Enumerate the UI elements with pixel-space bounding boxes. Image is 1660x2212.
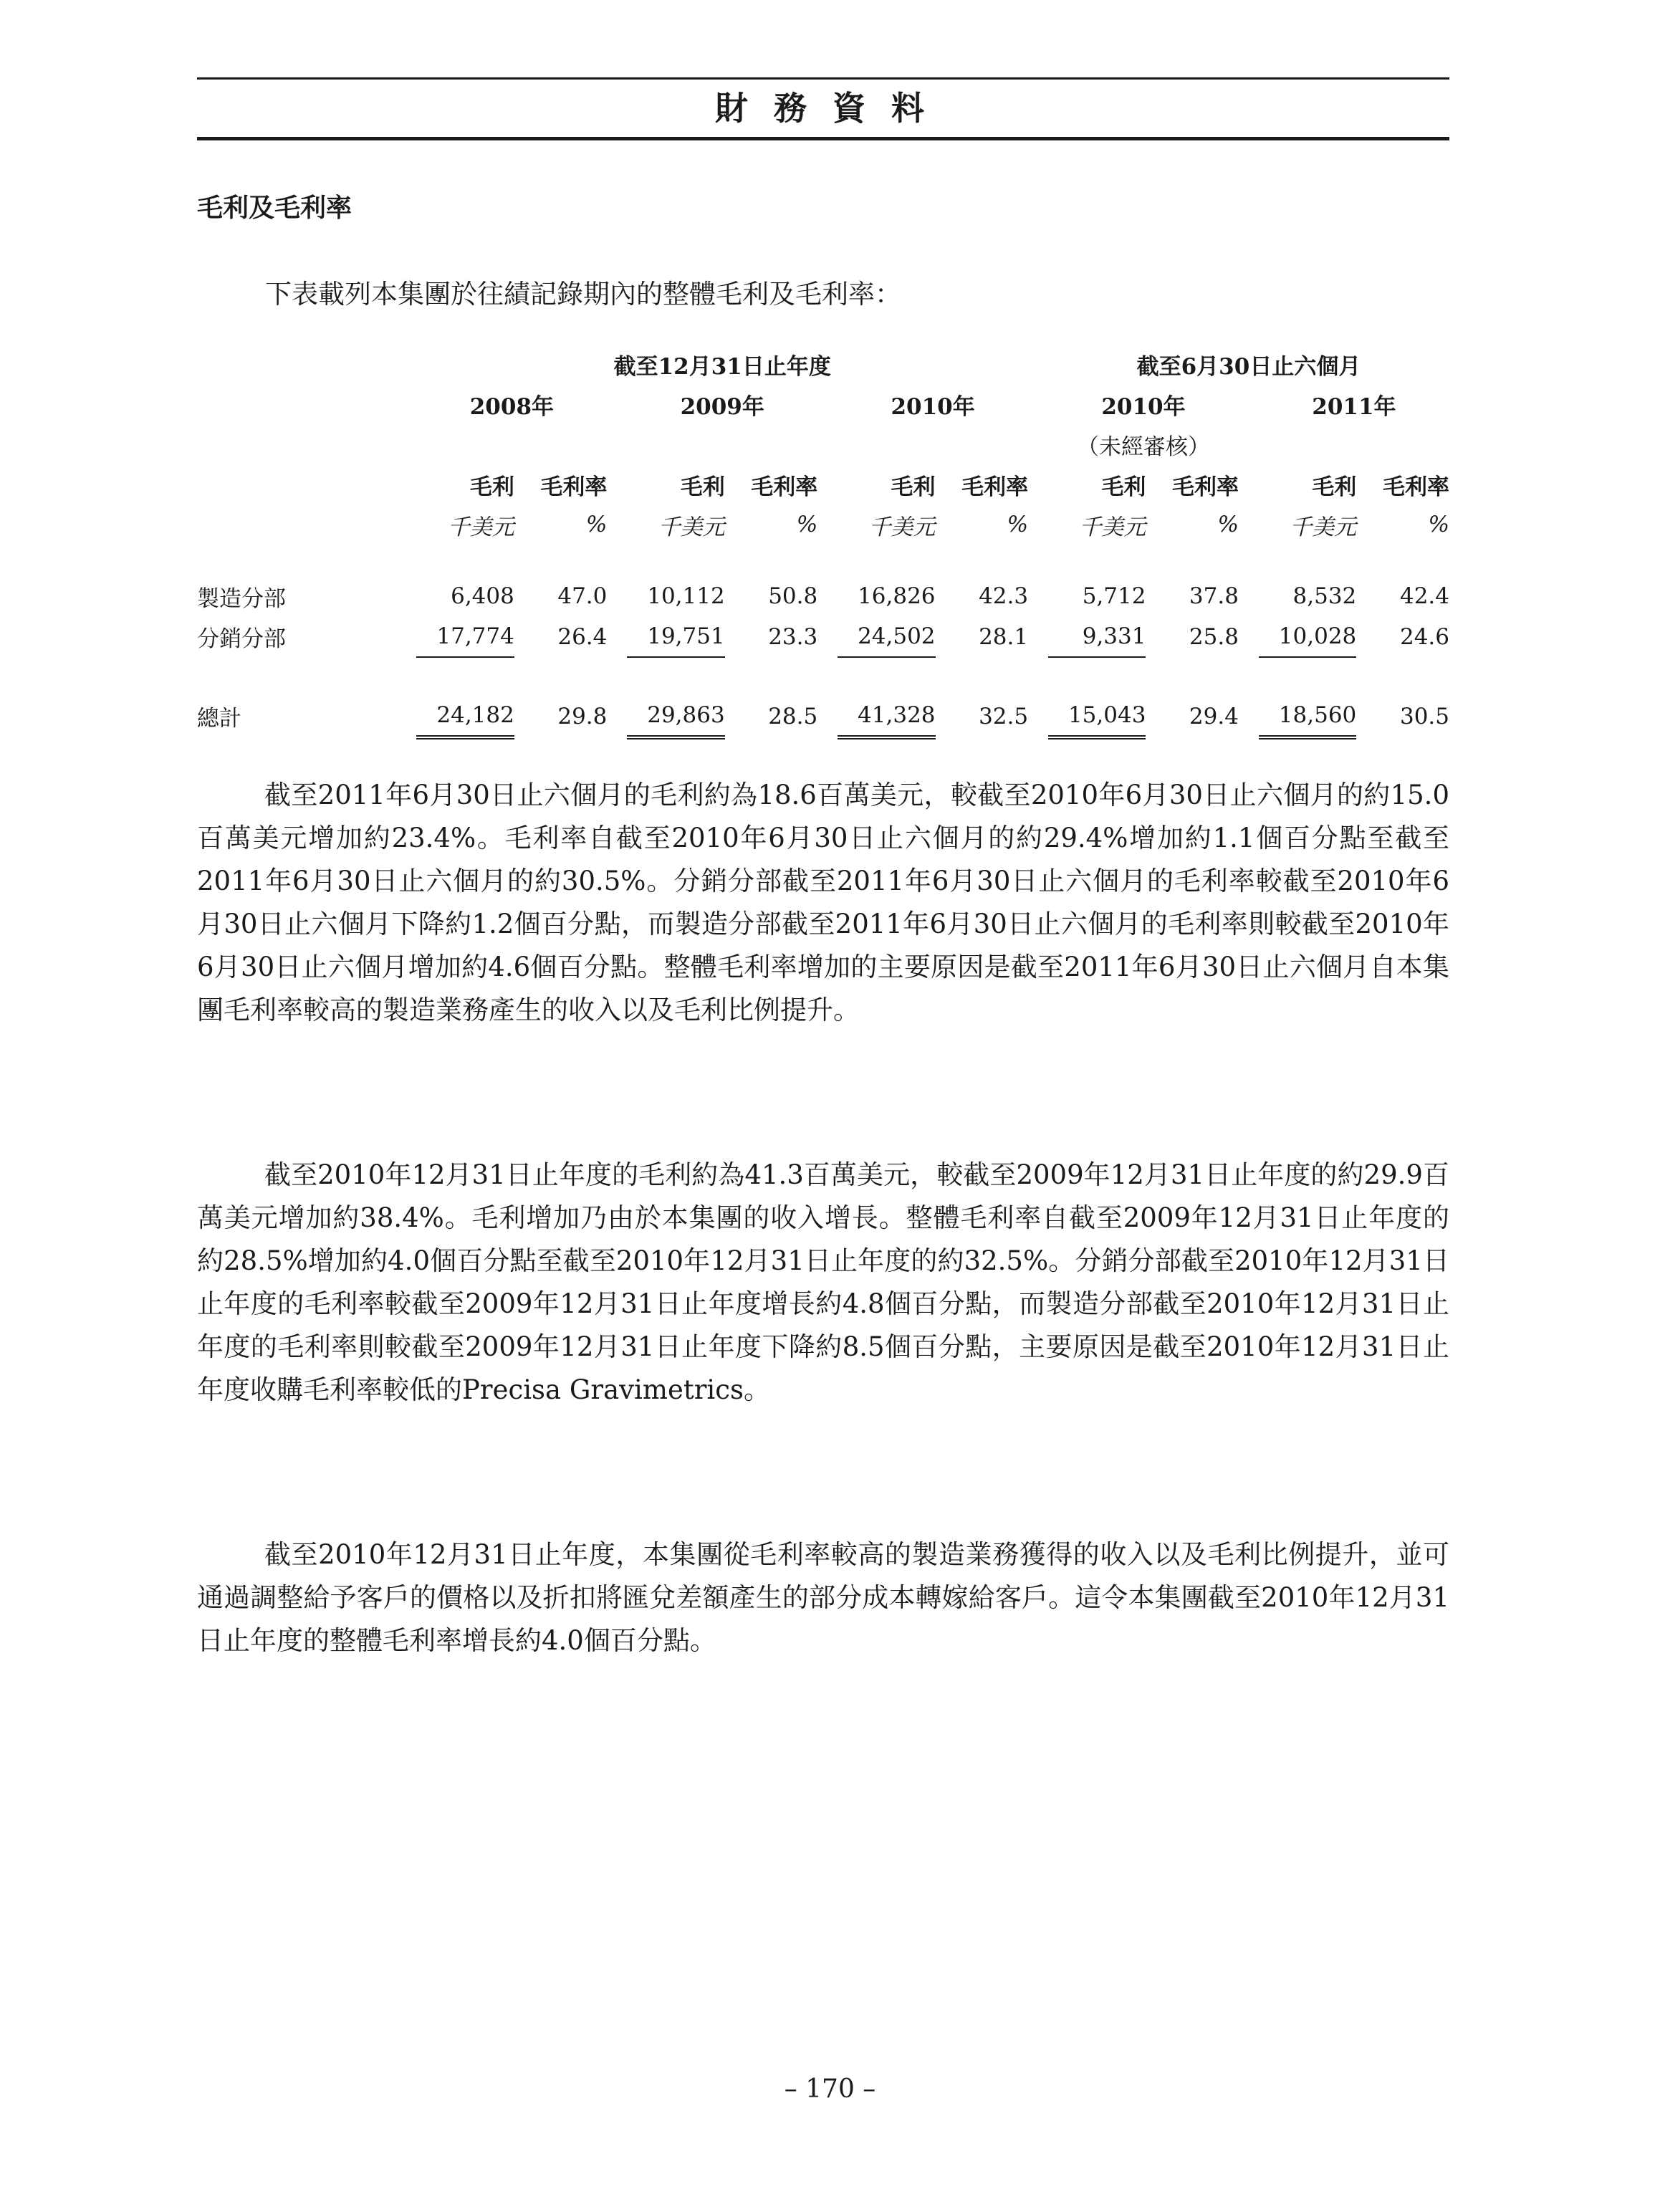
- cell-margin: 28.1: [979, 623, 1029, 650]
- col-gross-profit: 毛利: [469, 474, 514, 500]
- col-gross-profit: 毛利: [1312, 474, 1357, 500]
- unit-margin: %: [1428, 512, 1449, 537]
- col-gross-profit: 毛利: [891, 474, 936, 500]
- unit-gp: 千美元: [447, 514, 514, 540]
- cell-margin: 23.3: [768, 623, 818, 650]
- page-number: – 170 –: [784, 2074, 876, 2104]
- cell-margin: 30.5: [1399, 703, 1449, 729]
- table-row: [197, 616, 1449, 657]
- note-row: [197, 424, 1449, 464]
- year-header: 2010年: [1101, 393, 1186, 420]
- cell-gp: 29,863: [627, 695, 724, 737]
- unit-gp: 千美元: [1290, 514, 1357, 540]
- unit-margin: %: [1007, 512, 1029, 537]
- table-row-total: [197, 695, 1449, 737]
- unit-row: [197, 504, 1449, 545]
- cell-gp: 8,532: [1292, 583, 1357, 609]
- row-label: 總計: [197, 706, 241, 732]
- cell-margin: 42.3: [979, 583, 1029, 609]
- cell-gp: 24,182: [416, 695, 514, 737]
- col-gross-profit: 毛利: [1101, 474, 1146, 500]
- year-header: 2011年: [1312, 393, 1396, 420]
- cell-margin: 47.0: [557, 583, 608, 609]
- body-paragraph: 截至2010年12月31日止年度，本集團從毛利率較高的製造業務獲得的收入以及毛利比例提升，並可通過調整給予客戶的價格以及折扣將匯兌差額產生的部分成本轉嫁給客戶。這令本集團截至2010年12月31日止年度的整體毛利率增長約4.0個百分點。: [197, 1539, 1449, 1656]
- section-heading: 毛利及毛利率: [197, 193, 352, 223]
- cell-margin: 25.8: [1189, 623, 1239, 650]
- col-gross-profit: 毛利: [680, 474, 725, 500]
- unit-margin: %: [796, 512, 818, 537]
- period-interim-header: 截至6月30日止六個月: [1136, 353, 1361, 380]
- cell-margin: 26.4: [557, 623, 608, 650]
- cell-margin: 29.8: [557, 703, 608, 729]
- table-row: [197, 576, 1449, 616]
- year-header-row: [197, 384, 1449, 424]
- cell-gp: 41,328: [838, 695, 935, 737]
- column-header-row: [197, 464, 1449, 504]
- period-annual-header: 截至12月31日止年度: [613, 353, 831, 380]
- cell-gp: 24,502: [838, 616, 935, 657]
- intro-sentence: 下表載列本集團於往績記錄期內的整體毛利及毛利率：: [265, 279, 901, 310]
- cell-gp: 18,560: [1259, 695, 1356, 737]
- cell-margin: 24.6: [1399, 623, 1449, 650]
- col-gross-margin: 毛利率: [540, 474, 608, 500]
- unaudited-note: （未經審核）: [1076, 434, 1210, 460]
- unit-gp: 千美元: [1079, 514, 1146, 540]
- col-gross-margin: 毛利率: [961, 474, 1029, 500]
- cell-margin: 50.8: [768, 583, 818, 609]
- cell-margin: 28.5: [768, 703, 818, 729]
- col-gross-margin: 毛利率: [751, 474, 818, 500]
- col-gross-margin: 毛利率: [1171, 474, 1239, 500]
- unit-gp: 千美元: [658, 514, 725, 540]
- cell-gp: 10,028: [1259, 616, 1356, 657]
- header-bottom-rule: [197, 137, 1449, 140]
- cell-gp: 10,112: [647, 583, 725, 609]
- unit-margin: %: [585, 512, 608, 537]
- row-label: 分銷分部: [197, 626, 286, 652]
- period-header-row: [197, 344, 1449, 384]
- cell-margin: 42.4: [1399, 583, 1449, 609]
- col-gross-margin: 毛利率: [1383, 474, 1449, 500]
- cell-margin: 32.5: [979, 703, 1029, 729]
- cell-margin: 29.4: [1189, 703, 1239, 729]
- row-label: 製造分部: [197, 585, 286, 612]
- year-header: 2010年: [891, 393, 975, 420]
- cell-gp: 16,826: [858, 583, 936, 609]
- header-title: 財 務 資 料: [714, 89, 932, 128]
- cell-gp: 17,774: [416, 616, 514, 657]
- cell-gp: 19,751: [627, 616, 724, 657]
- cell-gp: 15,043: [1048, 695, 1146, 737]
- cell-gp: 6,408: [451, 583, 514, 609]
- unit-margin: %: [1217, 512, 1239, 537]
- unit-gp: 千美元: [868, 514, 936, 540]
- gross-profit-table: [197, 344, 1449, 739]
- cell-gp: 5,712: [1082, 583, 1146, 609]
- year-header: 2008年: [469, 393, 555, 420]
- body-paragraph: 截至2011年6月30日止六個月的毛利約為18.6百萬美元，較截至2010年6月30日止六個月的約15.0百萬美元增加約23.4%。毛利率自截至2010年6月30日止六個月的約29.4%增加約1.1個百分點至截至2011年6月30日止六個月的約30.5%。分銷分部截至2011年6月30日止六個月的毛利率較截至2010年6月30日止六個月下降約1.2個百分點，而製造分部截至2011年6月30日止六個月的毛利率則較截至2010年6月30日止六個月增加約4.6個百分點。整體毛利率增加的主要原因是截至2011年6月30日止六個月自本集團毛利率較高的製造業務產生的收入以及毛利比例提升。: [197, 780, 1449, 1025]
- cell-gp: 9,331: [1048, 616, 1146, 657]
- body-paragraph: 截至2010年12月31日止年度的毛利約為41.3百萬美元，較截至2009年12月31日止年度的約29.9百萬美元增加約38.4%。毛利增加乃由於本集團的收入增長。整體毛利率自截至2009年12月31日止年度的約28.5%增加約4.0個百分點至截至2010年12月31日止年度的約32.5%。分銷分部截至2010年12月31日止年度的毛利率較截至2009年12月31日止年度增長約4.8個百分點，而製造分部截至2010年12月31日止年度的毛利率則較截至2009年12月31日止年度下降約8.5個百分點，主要原因是截至2010年12月31日止年度收購毛利率較低的Precisa Gravimetrics。: [197, 1159, 1449, 1405]
- cell-margin: 37.8: [1189, 583, 1239, 609]
- page-header: [197, 77, 1449, 140]
- year-header: 2009年: [680, 393, 764, 420]
